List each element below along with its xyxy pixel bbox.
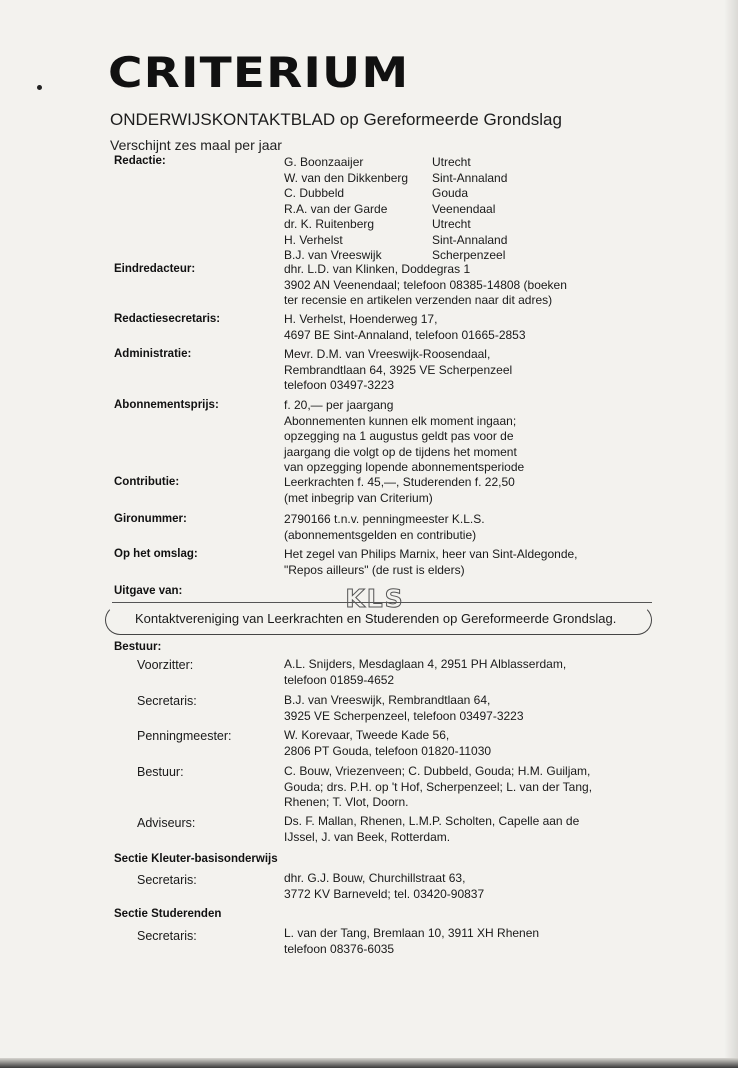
scan-bottom-edge bbox=[0, 1058, 738, 1068]
text-line: IJssel, J. van Beek, Rotterdam. bbox=[284, 829, 451, 844]
text-line: Gouda; drs. P.H. op 't Hof, Scherpenzeel; L. van der Tang, bbox=[284, 779, 593, 794]
text-line: H. Verhelst, Hoenderweg 17, bbox=[284, 312, 438, 326]
editor-city: Scherpenzeel bbox=[432, 248, 506, 262]
margin-dot bbox=[37, 85, 42, 90]
bestuur-label: Bestuur: bbox=[114, 641, 162, 653]
page-edge-shadow bbox=[724, 0, 738, 1068]
text-line: 4697 BE Sint-Annaland, telefoon 01665-2853 bbox=[284, 327, 526, 342]
text-line: van opzegging lopende abonnementsperiode bbox=[284, 460, 525, 474]
kls-logo-text: KLS bbox=[345, 584, 405, 613]
bestuur-details bbox=[284, 764, 592, 811]
bestuur-role: Voorzitter: bbox=[137, 658, 194, 672]
magazine-title: CRITERIUM bbox=[108, 48, 410, 97]
editor-name: H. Verhelst bbox=[284, 232, 343, 247]
text-line: Ds. F. Mallan, Rhenen, L.M.P. Scholten, Capelle aan de bbox=[284, 814, 580, 828]
text-line: dhr. L.D. van Klinken, Doddegras 1 bbox=[284, 262, 471, 276]
bestuur-details bbox=[284, 693, 524, 724]
omslag-label: Op het omslag: bbox=[114, 548, 198, 560]
bestuur-details bbox=[284, 814, 579, 845]
redactie-label: Redactie: bbox=[114, 155, 166, 167]
text-line: Abonnementen kunnen elk moment ingaan; bbox=[284, 413, 517, 428]
text-line: "Repos ailleurs" (de rust is elders) bbox=[284, 562, 465, 577]
sectie-studerenden-details bbox=[284, 926, 539, 957]
editor-list bbox=[284, 155, 507, 264]
text-line: Het zegel van Philips Marnix, heer van Sint-Aldegonde, bbox=[284, 547, 578, 561]
editor-name: C. Dubbeld bbox=[284, 186, 345, 200]
editor-row bbox=[284, 202, 507, 218]
text-line: telefoon 08376-6035 bbox=[284, 941, 395, 956]
omslag-details bbox=[284, 547, 644, 578]
text-line: Leerkrachten f. 45,—, Studerenden f. 22,50 bbox=[284, 475, 515, 489]
bestuur-role: Penningmeester: bbox=[137, 729, 232, 743]
eindredacteur-details bbox=[284, 262, 644, 309]
redactiesecretaris-label: Redactiesecretaris: bbox=[114, 313, 221, 325]
editor-city: Sint-Annaland bbox=[432, 232, 508, 247]
text-line: ter recensie en artikelen verzenden naar dit adres) bbox=[284, 293, 553, 307]
text-line: jaargang die volgt op de tijdens het moment bbox=[284, 444, 517, 459]
eindredacteur-label: Eindredacteur: bbox=[114, 263, 196, 275]
text-line: (met inbegrip van Criterium) bbox=[284, 490, 433, 505]
text-line: L. van der Tang, Bremlaan 10, 3911 XH Rhenen bbox=[284, 926, 540, 940]
editor-row bbox=[284, 155, 507, 171]
text-line: 2790166 t.n.v. penningmeester K.L.S. bbox=[284, 512, 485, 526]
bestuur-role: Secretaris: bbox=[137, 694, 197, 708]
redactiesecretaris-details bbox=[284, 312, 644, 343]
publication-frequency: Verschijnt zes maal per jaar bbox=[110, 137, 282, 153]
text-line: dhr. G.J. Bouw, Churchillstraat 63, bbox=[284, 871, 466, 885]
text-line: 3902 AN Veenendaal; telefoon 08385-14808 (boeken bbox=[284, 277, 567, 292]
editor-name: W. van den Dikkenberg bbox=[284, 170, 409, 185]
contributie-details bbox=[284, 475, 644, 506]
editor-name: dr. K. Ruitenberg bbox=[284, 217, 375, 231]
text-line: telefoon 03497-3223 bbox=[284, 378, 395, 392]
uitgave-label: Uitgave van: bbox=[114, 585, 183, 597]
editor-name: G. Boonzaaijer bbox=[284, 155, 364, 169]
text-line: Rhenen; T. Vlot, Doorn. bbox=[284, 795, 409, 809]
text-line: Mevr. D.M. van Vreeswijk-Roosendaal, bbox=[284, 347, 491, 361]
administratie-details bbox=[284, 347, 644, 394]
editor-city: Utrecht bbox=[432, 217, 471, 231]
text-line: C. Bouw, Vriezenveen; C. Dubbeld, Gouda; H.M. Guiljam, bbox=[284, 764, 591, 778]
editor-row bbox=[284, 171, 507, 187]
magazine-subtitle: ONDERWIJSKONTAKTBLAD op Gereformeerde Grondslag bbox=[110, 110, 562, 129]
abonnementsprijs-label: Abonnementsprijs: bbox=[114, 399, 219, 411]
gironummer-details bbox=[284, 512, 644, 543]
sectie-kleuter-role: Secretaris: bbox=[137, 873, 197, 887]
sectie-studerenden-label: Sectie Studerenden bbox=[114, 908, 222, 920]
text-line: A.L. Snijders, Mesdaglaan 4, 2951 PH Alblasserdam, bbox=[284, 657, 567, 671]
text-line: 3925 VE Scherpenzeel, telefoon 03497-3223 bbox=[284, 708, 524, 723]
bestuur-role: Bestuur: bbox=[137, 765, 184, 779]
editor-row bbox=[284, 186, 507, 202]
text-line: (abonnementsgelden en contributie) bbox=[284, 527, 477, 542]
editor-city: Gouda bbox=[432, 186, 469, 200]
text-line: opzegging na 1 augustus geldt pas voor de bbox=[284, 429, 514, 443]
text-line: telefoon 01859-4652 bbox=[284, 672, 395, 687]
sectie-kleuter-label: Sectie Kleuter-basisonderwijs bbox=[114, 853, 278, 865]
administratie-label: Administratie: bbox=[114, 348, 192, 360]
text-line: 3772 KV Barneveld; tel. 03420-90837 bbox=[284, 886, 485, 901]
bestuur-details bbox=[284, 728, 491, 759]
text-line: 2806 PT Gouda, telefoon 01820-11030 bbox=[284, 743, 492, 758]
text-line: W. Korevaar, Tweede Kade 56, bbox=[284, 728, 450, 742]
abonnementsprijs-details bbox=[284, 398, 644, 476]
publisher-name: Kontaktvereniging van Leerkrachten en Studerenden op Gereformeerde Grondslag. bbox=[135, 611, 617, 626]
text-line: f. 20,— per jaargang bbox=[284, 398, 394, 412]
editor-row bbox=[284, 217, 507, 233]
bestuur-details bbox=[284, 657, 566, 688]
bestuur-role: Adviseurs: bbox=[137, 816, 196, 830]
editor-city: Veenendaal bbox=[432, 201, 496, 216]
gironummer-label: Gironummer: bbox=[114, 513, 187, 525]
divider bbox=[112, 602, 652, 603]
sectie-studerenden-role: Secretaris: bbox=[137, 929, 197, 943]
editor-name: R.A. van der Garde bbox=[284, 201, 388, 216]
editor-name: B.J. van Vreeswijk bbox=[284, 248, 382, 262]
text-line: B.J. van Vreeswijk, Rembrandtlaan 64, bbox=[284, 693, 491, 707]
sectie-kleuter-details bbox=[284, 871, 484, 902]
editor-row bbox=[284, 233, 507, 249]
editor-city: Utrecht bbox=[432, 155, 471, 169]
contributie-label: Contributie: bbox=[114, 476, 180, 488]
text-line: Rembrandtlaan 64, 3925 VE Scherpenzeel bbox=[284, 362, 513, 377]
editor-city: Sint-Annaland bbox=[432, 170, 508, 185]
